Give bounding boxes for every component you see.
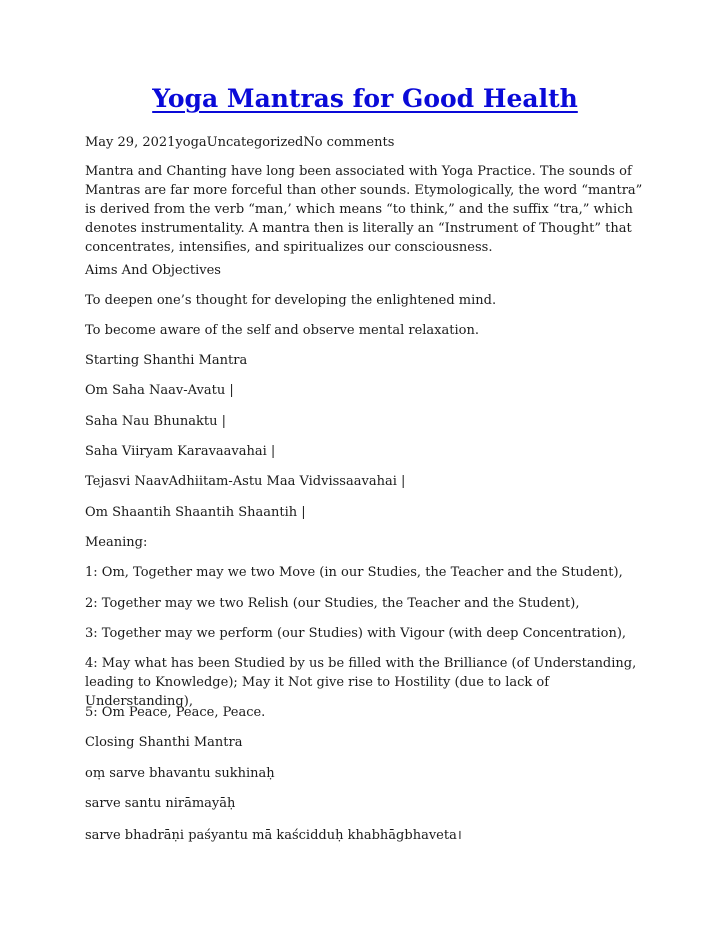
closing-mantra-line-3: sarve bhadrāṇi paśyantu mā kaścidduḥ khabhāgbhaveta। (85, 828, 462, 843)
starting-mantra-heading: Starting Shanthi Mantra (85, 353, 248, 368)
intro-paragraph: Mantra and Chanting have long been associated with Yoga Practice. The sounds of Mantras are far more forceful than other sounds. Etymologically, the word “mantra” is derived from the verb “man,’ which means “to think,” and the suffix “tra,” which denotes instrumentality. A mantra then is literally an “Instrument of Thought” that concentrates, intensifies, and spiritualizes our consciousness. (85, 164, 643, 255)
meaning-1: 1: Om, Together may we two Move (in our Studies, the Teacher and the Student), (85, 565, 623, 580)
mantra-line-1: Om Saha Naav-Avatu | (85, 383, 234, 398)
article (85, 0, 645, 843)
meaning-2: 2: Together may we two Relish (our Studies, the Teacher and the Student), (85, 596, 580, 611)
closing-mantra-heading: Closing Shanthi Mantra (85, 735, 243, 750)
post-meta: May 29, 2021yogaUncategorizedNo comments (85, 135, 395, 150)
meaning-5: 5: Om Peace, Peace, Peace. (85, 705, 266, 720)
mantra-line-2: Saha Nau Bhunaktu | (85, 414, 226, 429)
closing-mantra-line-2: sarve santu nirāmayāḥ (85, 796, 236, 811)
meaning-4: 4: May what has been Studied by us be filled with the Brilliance (of Understanding, leading to Knowledge); May it Not give rise to Hostility (due to lack of Understanding), (85, 656, 637, 709)
closing-mantra-line-1: oṃ sarve bhavantu sukhinaḥ (85, 766, 275, 781)
article-title-link[interactable]: Yoga Mantras for Good Health (152, 84, 578, 113)
meaning-heading: Meaning: (85, 535, 148, 550)
mantra-line-4: Tejasvi NaavAdhiitam-Astu Maa Vidvissaavahai | (85, 474, 406, 489)
aims-heading: Aims And Objectives (85, 263, 221, 278)
objective-2: To become aware of the self and observe mental relaxation. (85, 323, 479, 338)
mantra-line-3: Saha Viiryam Karavaavahai | (85, 444, 276, 459)
objective-1: To deepen one’s thought for developing the enlightened mind. (85, 293, 497, 308)
meaning-3: 3: Together may we perform (our Studies) with Vigour (with deep Concentration), (85, 626, 627, 641)
mantra-line-5: Om Shaantih Shaantih Shaantih | (85, 505, 306, 520)
